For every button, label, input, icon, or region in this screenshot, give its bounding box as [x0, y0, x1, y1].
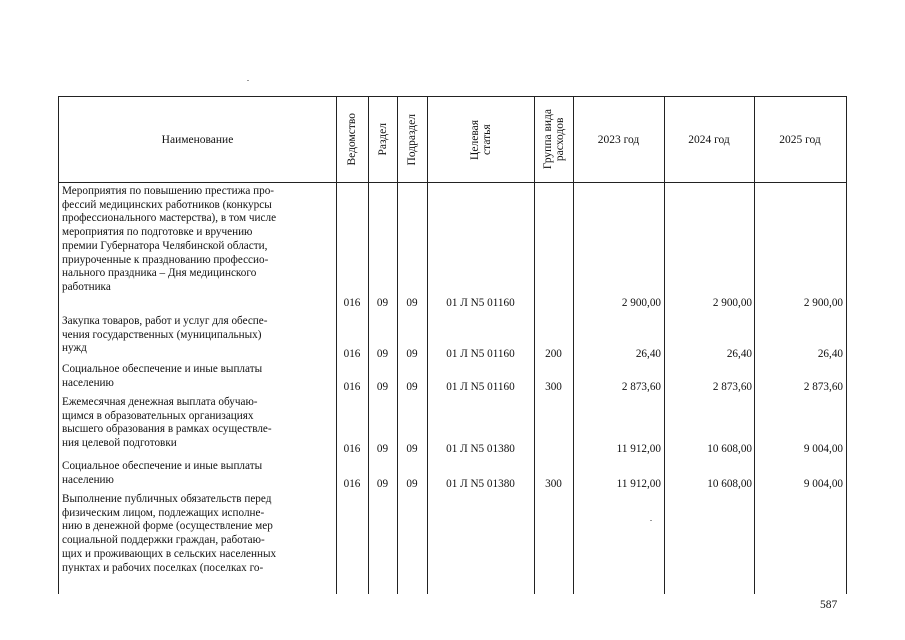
cell-2025: 2 873,60: [803, 381, 843, 393]
cell-podrazdel: 09: [406, 478, 418, 490]
cell-2025: 26,40: [817, 348, 843, 360]
cell-vedomstvo: 016: [343, 297, 361, 309]
header-expense-group: Группа вида расходов: [541, 109, 566, 170]
cell-podrazdel: 09: [406, 297, 418, 309]
cell-razdel: 09: [376, 443, 389, 455]
cell-vedomstvo: 016: [343, 443, 361, 455]
header-year-2025: 2025 год: [779, 133, 821, 146]
cell-vedomstvo: 016: [343, 348, 361, 360]
cell-vedomstvo: 016: [343, 478, 361, 490]
scan-speck: [247, 80, 249, 81]
cell-2023: 26,40: [635, 348, 661, 360]
row-name: Ежемесячная денежная выплата обучаю- щимся в образовательных организациях высшего образования в рамках осуществле- ния целевой подготовки: [62, 396, 272, 450]
cell-podrazdel: 09: [406, 443, 418, 455]
header-target-article: Целевая статья: [468, 119, 493, 160]
cell-group: 300: [545, 478, 562, 490]
header-name: Наименование: [161, 133, 234, 146]
cell-group: 300: [545, 381, 562, 393]
cell-2024: 2 873,60: [712, 381, 752, 393]
row-name: Мероприятия по повышению престижа про- фессий медицинских работников (конкурсы профессионального мастерства), в том числе мероприятия по подготовке и вручению премии Губернатора Челябинской области, приуроченные к празднованию профессио- нального праздника – Дня медицинского работника: [62, 185, 277, 293]
cell-podrazdel: 09: [406, 381, 418, 393]
row-name: Социальное обеспечение и иные выплаты населению: [62, 460, 263, 486]
cell-vedomstvo: 016: [343, 381, 361, 393]
header-year-2023: 2023 год: [597, 133, 640, 146]
page-number: 587: [820, 599, 838, 611]
cell-razdel: 09: [376, 348, 389, 360]
row-name: Социальное обеспечение и иные выплаты населению: [62, 363, 263, 389]
cell-2024: 10 608,00: [707, 443, 752, 455]
cell-razdel: 09: [376, 297, 389, 309]
cell-2025: 2 900,00: [803, 297, 843, 309]
scan-speck: [650, 520, 652, 521]
row-name: Закупка товаров, работ и услуг для обеспе- чения государственных (муниципальных) нужд: [62, 315, 268, 355]
header-divider: [59, 182, 846, 183]
cell-2024: 10 608,00: [707, 478, 752, 490]
header-podrazdel: Подраздел: [406, 113, 418, 166]
header-vedomstvo: Ведомство: [346, 113, 358, 166]
cell-2023: 11 912,00: [616, 443, 661, 455]
cell-2023: 2 900,00: [621, 297, 661, 309]
cell-target: 01 Л N5 01160: [446, 348, 515, 360]
cell-razdel: 09: [376, 478, 389, 490]
cell-group: 200: [545, 348, 562, 360]
cell-target: 01 Л N5 01160: [446, 381, 515, 393]
cell-2023: 2 873,60: [621, 381, 661, 393]
cell-target: 01 Л N5 01380: [446, 443, 515, 455]
cell-2024: 26,40: [726, 348, 752, 360]
cell-target: 01 Л N5 01160: [446, 297, 515, 309]
cell-razdel: 09: [376, 381, 389, 393]
cell-2024: 2 900,00: [712, 297, 752, 309]
header-razdel: Раздел: [376, 123, 389, 156]
cell-2025: 9 004,00: [803, 478, 843, 490]
budget-table: [58, 96, 847, 594]
cell-podrazdel: 09: [406, 348, 418, 360]
cell-2023: 11 912,00: [616, 478, 661, 490]
cell-2025: 9 004,00: [803, 443, 843, 455]
row-name: Выполнение публичных обязательств перед физическим лицом, подлежащих исполне- нию в денежной форме (осуществление мер социальной поддержки граждан, работаю- щих и проживающих в сельских населенных пунктах и рабочих поселках (поселках го-: [62, 493, 277, 574]
header-year-2024: 2024 год: [688, 133, 730, 146]
cell-target: 01 Л N5 01380: [446, 478, 515, 490]
